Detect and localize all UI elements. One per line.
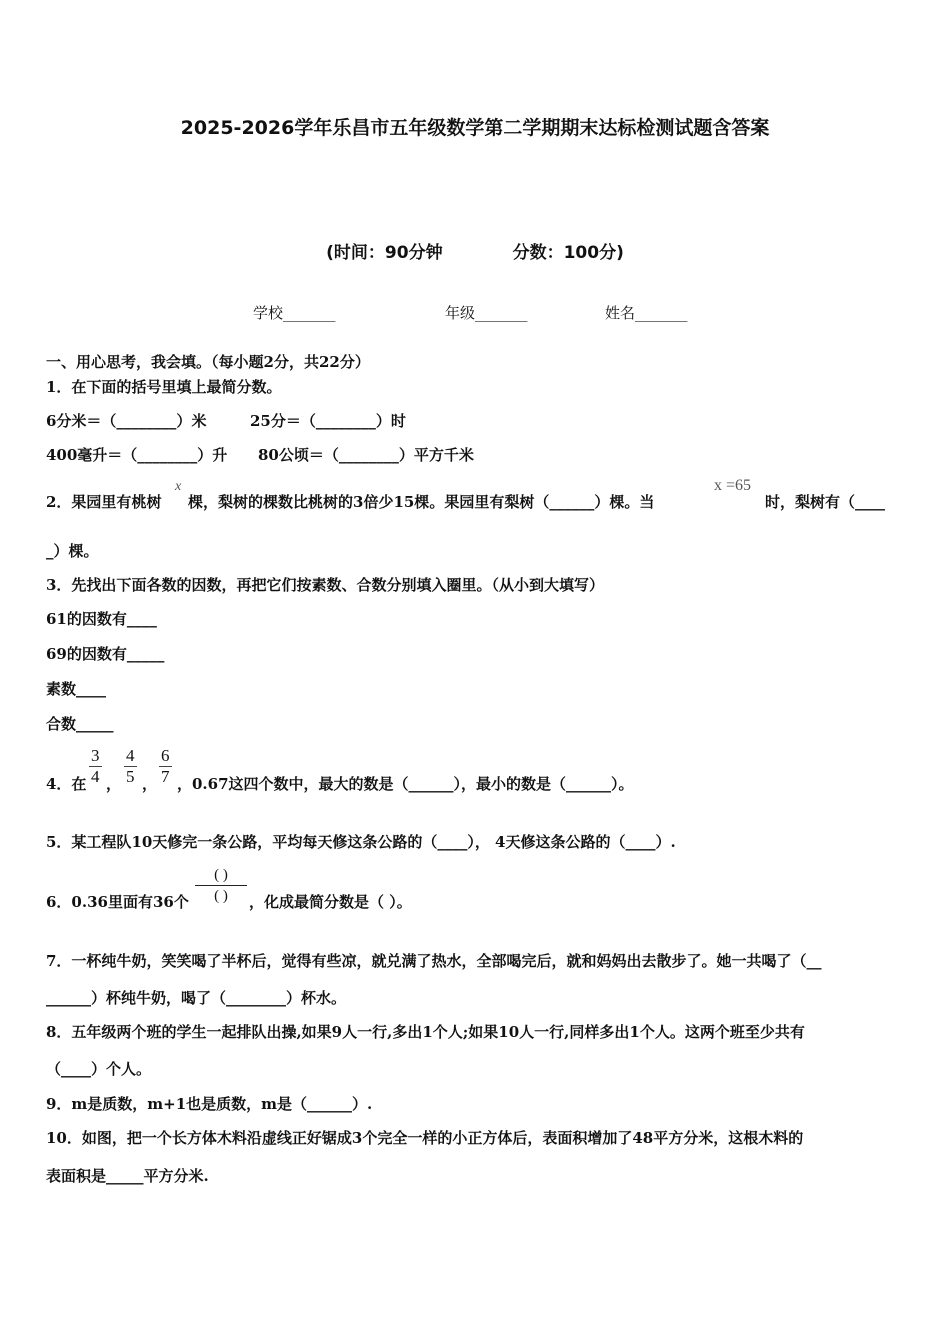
page-title: 2025-2026学年乐昌市五年级数学第二学期期末达标检测试题含答案: [180, 117, 770, 139]
fraction-denominator-blank: ( ): [214, 888, 228, 904]
name-field[interactable]: 姓名_______: [605, 304, 688, 322]
q10-line2: 表面积是_____平方分米.: [46, 1167, 209, 1185]
q4-separator: ，: [106, 775, 122, 793]
fraction-6-7: [159, 746, 172, 787]
q3-item-c: 素数____: [46, 680, 107, 698]
section-heading: 一、用心思考，我会填。（每小题2分，共22分）: [46, 353, 370, 371]
q3-stem: 3．先找出下面各数的因数，再把它们按素数、合数分别填入圈里。（从小到大填写）: [46, 576, 604, 594]
fraction-numerator: 4: [126, 746, 135, 765]
q2-part3: 时，梨树有（____: [765, 493, 886, 511]
fraction-numerator: 6: [161, 746, 170, 765]
fraction-4-5: [124, 746, 137, 787]
q6-prefix: 6．0.36里面有36个: [46, 893, 189, 911]
q6-rest: ，化成最简分数是（ ）。: [249, 893, 412, 911]
q10-line1: 10．如图，把一个长方体木料沿虚线正好锯成3个完全一样的小正方体后，表面积增加了48平方分米，这根木料的: [46, 1129, 804, 1147]
q5-text: 5．某工程队10天修完一条公路，平均每天修这条公路的（____）， 4天修这条公路的（____）.: [46, 833, 676, 851]
grade-field[interactable]: 年级_______: [445, 304, 528, 322]
time-limit: (时间：90分钟: [326, 243, 443, 263]
total-score: 分数：100分): [512, 243, 624, 263]
q3-item-a: 61的因数有____: [46, 610, 157, 628]
exam-meta: [0, 238, 950, 263]
fraction-denominator: 5: [126, 767, 135, 786]
q1-stem: 1．在下面的括号里填上最简分数。: [46, 378, 282, 396]
q8-line1: 8．五年级两个班的学生一起排队出操,如果9人一行,多出1个人;如果10人一行,同样多出1个人。这两个班至少共有: [46, 1023, 805, 1041]
q1-item-a: 6分米＝（________）米: [46, 412, 207, 430]
q3-item-b: 69的因数有_____: [46, 645, 165, 663]
school-field[interactable]: 学校_______: [253, 304, 336, 322]
q9-text: 9．m是质数，m+1也是质数，m是（______）.: [46, 1095, 373, 1113]
q7-line2: ______）杯纯牛奶，喝了（________）杯水。: [46, 989, 347, 1007]
fraction-numerator-blank: ( ): [195, 865, 247, 886]
q2-continuation: _）棵。: [46, 542, 99, 560]
fraction-denominator: 7: [161, 767, 170, 786]
q2-part2: 棵，梨树的棵数比桃树的3倍少15棵。果园里有梨树（______）棵。当: [188, 493, 655, 511]
q4-prefix: 4．在: [46, 775, 87, 793]
fraction-denominator: 4: [91, 767, 100, 786]
q2-part1: 2．果园里有桃树: [46, 493, 162, 511]
q1-item-b: 25分＝（________）时: [250, 412, 406, 430]
q1-item-c: 400毫升＝（________）升: [46, 446, 228, 464]
q4-separator: ，: [142, 775, 158, 793]
fraction-numerator: 3: [91, 746, 100, 765]
blank-fraction[interactable]: [195, 865, 247, 906]
q1-item-d: 80公顷＝（________）平方千米: [258, 446, 474, 464]
q2-equation: x =65: [714, 477, 752, 494]
q8-line2: （____）个人。: [46, 1060, 152, 1078]
q2-variable-x: x: [175, 479, 182, 494]
q4-rest: ，0.67这四个数中，最大的数是（______），最小的数是（______）。: [177, 775, 634, 793]
q7-line1: 7．一杯纯牛奶，笑笑喝了半杯后，觉得有些凉，就兑满了热水，全部喝完后，就和妈妈出去散步了。她一共喝了（__: [46, 952, 822, 970]
q3-item-d: 合数_____: [46, 715, 114, 733]
fraction-3-4: [89, 746, 102, 787]
